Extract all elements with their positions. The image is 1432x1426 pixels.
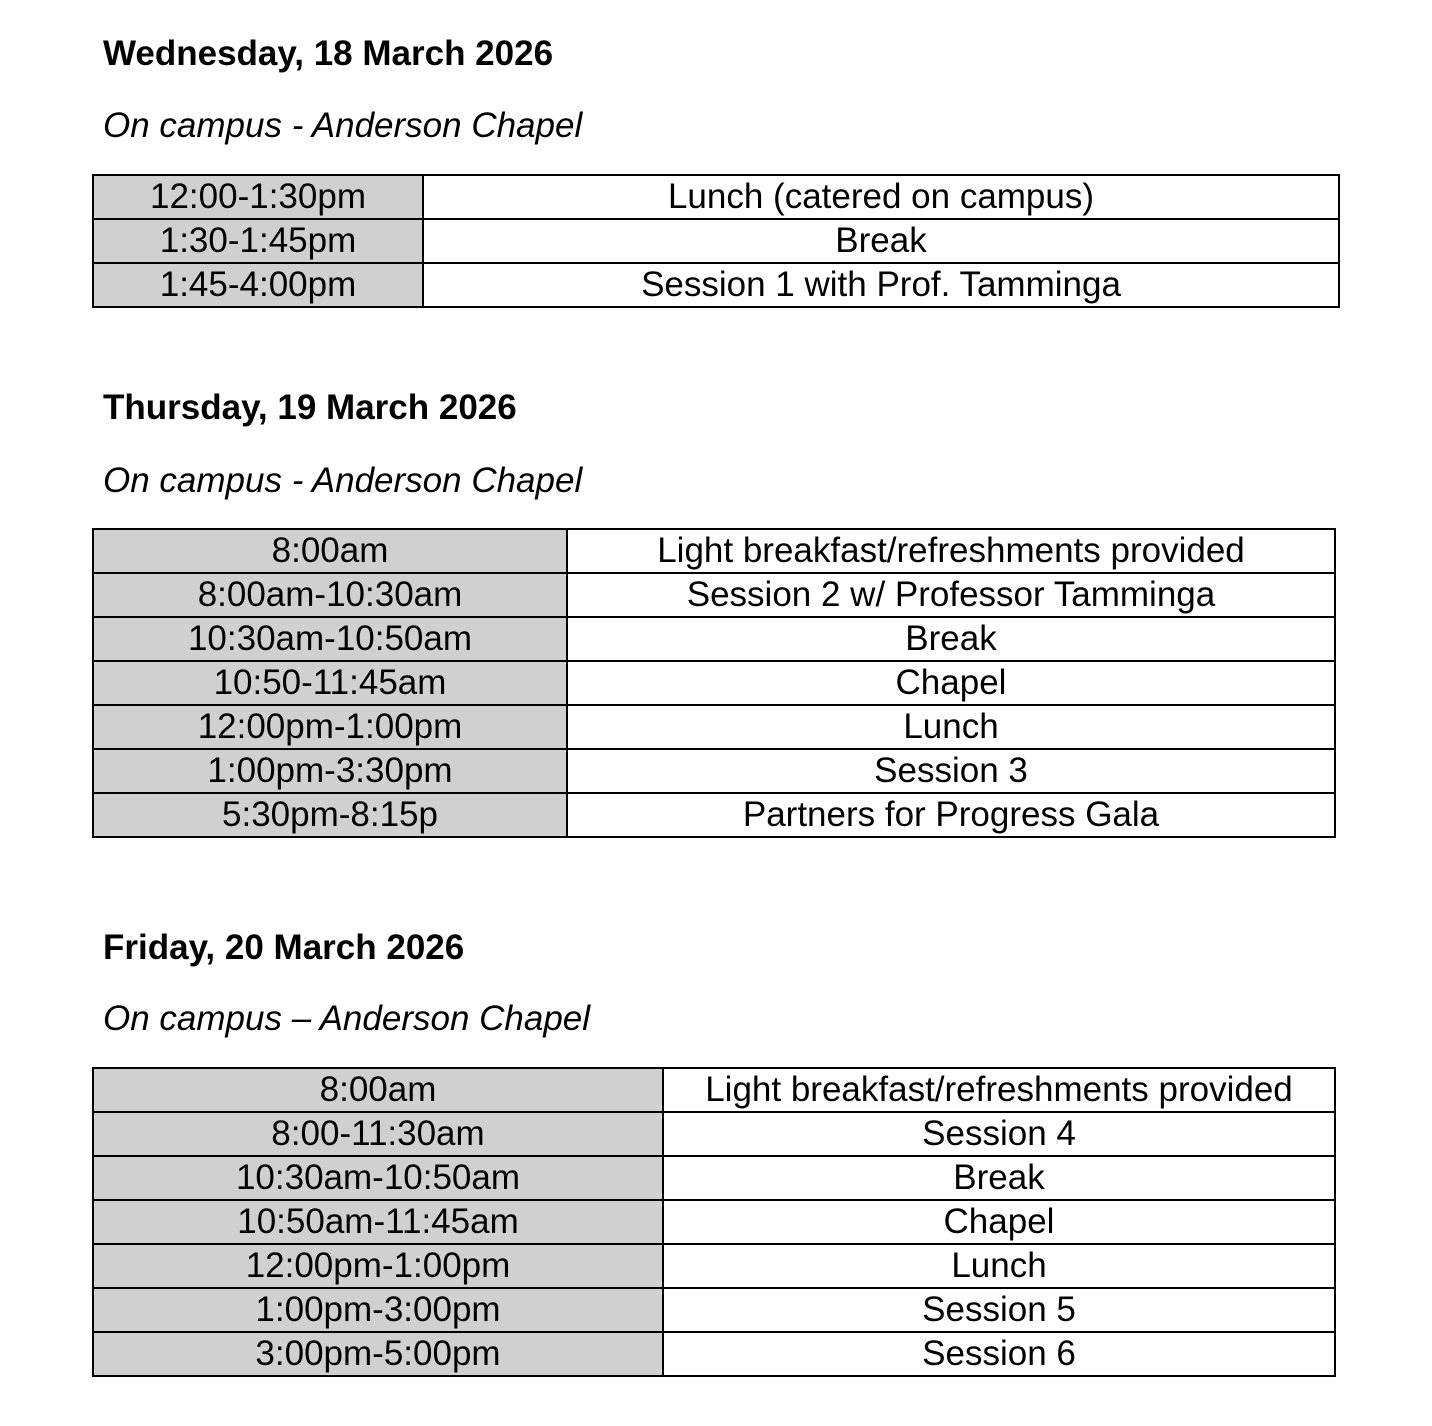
time-cell: 1:30-1:45pm <box>93 219 423 263</box>
time-cell: 10:50am-11:45am <box>93 1200 663 1244</box>
time-cell: 10:50-11:45am <box>93 661 567 705</box>
location-wednesday: On campus - Anderson Chapel <box>103 106 583 145</box>
table-row <box>93 661 1335 705</box>
table-row <box>93 617 1335 661</box>
table-row <box>93 529 1335 573</box>
activity-cell: Session 2 w/ Professor Tamminga <box>567 573 1335 617</box>
activity-cell: Session 1 with Prof. Tamminga <box>423 263 1339 307</box>
table-row <box>93 1112 1335 1156</box>
time-cell: 12:00pm-1:00pm <box>93 1244 663 1288</box>
time-cell: 10:30am-10:50am <box>93 1156 663 1200</box>
activity-cell: Session 5 <box>663 1288 1335 1332</box>
activity-cell: Session 3 <box>567 749 1335 793</box>
day-heading-wednesday: Wednesday, 18 March 2026 <box>103 34 554 73</box>
table-row <box>93 219 1339 263</box>
activity-cell: Chapel <box>663 1200 1335 1244</box>
location-thursday: On campus - Anderson Chapel <box>103 461 583 500</box>
activity-cell: Session 6 <box>663 1332 1335 1376</box>
schedule-table-friday <box>92 1067 1336 1377</box>
activity-cell: Light breakfast/refreshments provided <box>567 529 1335 573</box>
activity-cell: Light breakfast/refreshments provided <box>663 1068 1335 1112</box>
table-row <box>93 175 1339 219</box>
time-cell: 8:00am-10:30am <box>93 573 567 617</box>
table-row <box>93 1288 1335 1332</box>
time-cell: 10:30am-10:50am <box>93 617 567 661</box>
time-cell: 8:00-11:30am <box>93 1112 663 1156</box>
time-cell: 12:00-1:30pm <box>93 175 423 219</box>
schedule-table-wednesday <box>92 174 1340 308</box>
time-cell: 5:30pm-8:15p <box>93 793 567 837</box>
activity-cell: Session 4 <box>663 1112 1335 1156</box>
activity-cell: Break <box>423 219 1339 263</box>
activity-cell: Lunch (catered on campus) <box>423 175 1339 219</box>
table-row <box>93 1068 1335 1112</box>
schedule-table-thursday <box>92 528 1336 838</box>
table-row <box>93 1156 1335 1200</box>
table-row <box>93 705 1335 749</box>
activity-cell: Break <box>663 1156 1335 1200</box>
table-row <box>93 749 1335 793</box>
time-cell: 3:00pm-5:00pm <box>93 1332 663 1376</box>
table-row <box>93 1244 1335 1288</box>
time-cell: 1:45-4:00pm <box>93 263 423 307</box>
activity-cell: Chapel <box>567 661 1335 705</box>
table-row <box>93 793 1335 837</box>
time-cell: 8:00am <box>93 1068 663 1112</box>
activity-cell: Lunch <box>663 1244 1335 1288</box>
table-row <box>93 573 1335 617</box>
day-heading-thursday: Thursday, 19 March 2026 <box>103 388 517 427</box>
day-heading-friday: Friday, 20 March 2026 <box>103 928 465 967</box>
activity-cell: Break <box>567 617 1335 661</box>
table-row <box>93 263 1339 307</box>
time-cell: 12:00pm-1:00pm <box>93 705 567 749</box>
time-cell: 8:00am <box>93 529 567 573</box>
table-row <box>93 1200 1335 1244</box>
location-friday: On campus – Anderson Chapel <box>103 999 591 1038</box>
time-cell: 1:00pm-3:30pm <box>93 749 567 793</box>
time-cell: 1:00pm-3:00pm <box>93 1288 663 1332</box>
activity-cell: Lunch <box>567 705 1335 749</box>
activity-cell: Partners for Progress Gala <box>567 793 1335 837</box>
table-row <box>93 1332 1335 1376</box>
